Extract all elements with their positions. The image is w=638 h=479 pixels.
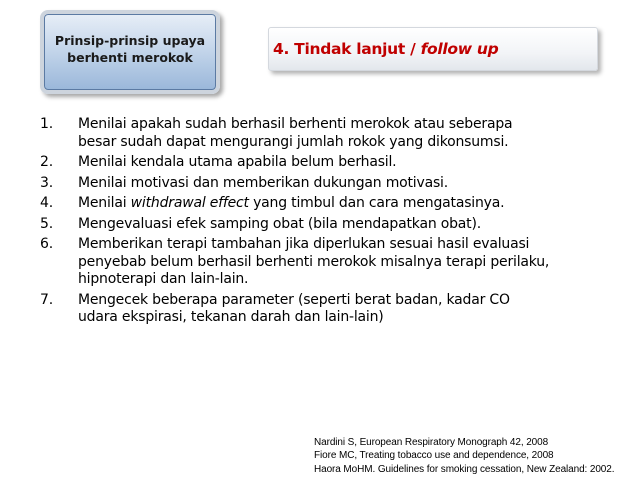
step-text (78, 195, 610, 213)
list-item (40, 175, 610, 193)
step-number: 2. (40, 154, 53, 170)
list-item (40, 154, 610, 172)
steps-list (40, 116, 610, 330)
step-text-italic: withdrawal effect (130, 195, 249, 211)
step-line: udara ekspirasi, tekanan darah dan lain-lain) (78, 309, 384, 325)
section-title-prefix: 4. Tindak lanjut / (273, 40, 421, 58)
topic-badge (40, 10, 220, 94)
step-line: Menilai motivasi dan memberikan dukungan motivasi. (78, 174, 448, 191)
step-text (78, 292, 610, 327)
list-item (40, 292, 610, 327)
step-number: 6. (40, 236, 53, 252)
step-text (78, 116, 610, 151)
references (314, 436, 638, 476)
step-text (78, 154, 610, 172)
step-line: besar sudah dapat mengurangi jumlah rokok yang dikonsumsi. (78, 133, 509, 150)
list-item (40, 216, 610, 234)
step-line: Mengecek beberapa parameter (seperti berat badan, kadar CO (78, 291, 510, 308)
badge-label-line-1: Prinsip-prinsip upaya (54, 33, 206, 48)
badge-label (49, 32, 211, 66)
list-item (40, 236, 610, 289)
reference-line: Fiore MC, Treating tobacco use and dependence, 2008 (314, 450, 554, 462)
step-number: 3. (40, 174, 53, 191)
list-item (40, 116, 610, 151)
step-line: penyebab belum berhasil berhenti merokok misalnya terapi perilaku, (78, 253, 550, 270)
step-line: Mengevaluasi efek samping obat (bila mendapatkan obat). (78, 215, 481, 232)
step-text (78, 236, 610, 289)
step-number: 5. (40, 215, 53, 232)
step-line: Memberikan terapi tambahan jika diperlukan sesuai hasil evaluasi (78, 236, 530, 252)
step-number: 4. (40, 195, 53, 211)
step-text (78, 216, 610, 234)
section-title (273, 40, 498, 58)
reference-line: Haora MoHM. Guidelines for smoking cessation, New Zealand: 2002. (314, 463, 615, 475)
step-text-prefix: Menilai (78, 195, 131, 211)
section-header (268, 27, 598, 71)
step-text-suffix: yang timbul dan cara mengatasinya. (248, 195, 505, 211)
section-title-italic: follow up (420, 40, 499, 58)
step-line: hipnoterapi dan lain-lain. (78, 271, 249, 287)
badge-label-line-2: berhenti merokok (67, 50, 193, 65)
list-item (40, 195, 610, 213)
step-line: Menilai kendala utama apabila belum berhasil. (78, 154, 397, 170)
step-line: Menilai apakah sudah berhasil berhenti merokok atau seberapa (78, 116, 513, 132)
step-number: 7. (40, 291, 53, 308)
step-number: 1. (40, 116, 53, 132)
step-text (78, 175, 610, 193)
reference-line: Nardini S, European Respiratory Monograph 42, 2008 (314, 437, 549, 448)
